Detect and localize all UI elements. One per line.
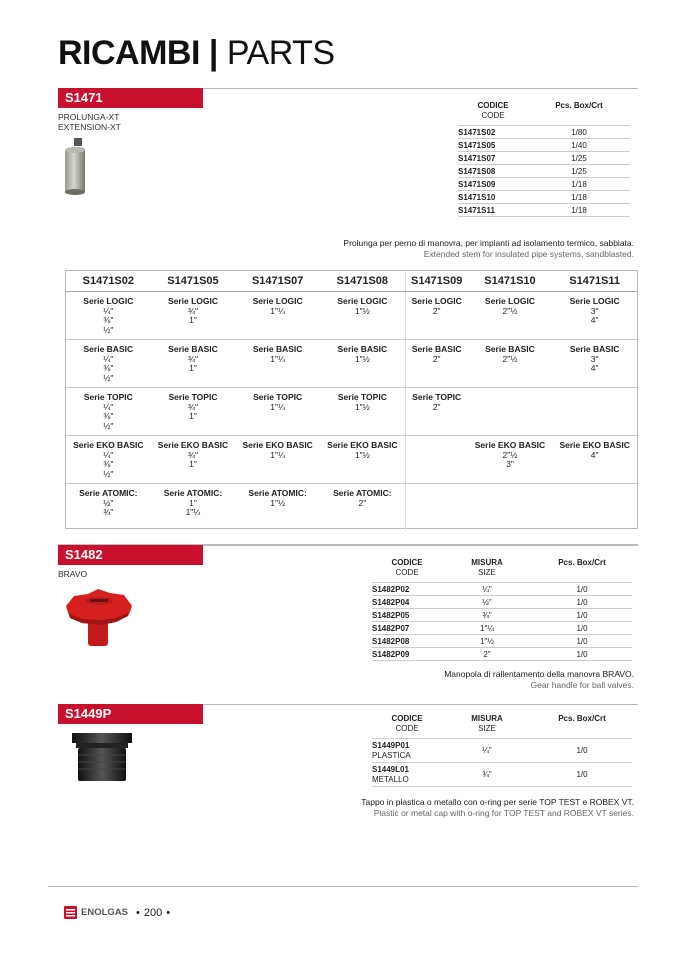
compat-column-header: S1471S02	[66, 271, 151, 291]
pcs-cell: 1/0	[532, 596, 632, 609]
series-name: Serie BASIC	[83, 343, 134, 354]
compat-cell	[552, 483, 637, 531]
code-text: S1449L01	[372, 764, 409, 774]
series-sizes: 2"	[358, 497, 367, 508]
series-sizes: 1"¼	[270, 305, 286, 316]
series-name: Serie BASIC	[252, 343, 303, 354]
size-cell: 2"	[442, 648, 532, 661]
enolgas-logo-icon	[64, 906, 77, 919]
series-name: Serie BASIC	[411, 343, 462, 354]
series-sizes: 2"	[432, 305, 441, 316]
compat-row	[66, 339, 637, 387]
series-name: Serie TOPIC	[253, 391, 303, 402]
section-band-s1471: S1471	[58, 88, 203, 108]
compat-cell	[235, 387, 320, 435]
footer-bullet: •	[166, 906, 171, 919]
s1449-code-table	[372, 714, 632, 787]
compat-column-header: S1471S11	[552, 271, 637, 291]
pcs-cell: 1/0	[532, 609, 632, 622]
compat-cell	[320, 435, 405, 483]
section-band-s1449p: S1449P	[58, 704, 203, 724]
compat-cell	[320, 387, 405, 435]
pcs-header: Pcs. Box/Crt	[558, 558, 606, 567]
pcs-cell: 1/0	[532, 739, 632, 763]
pcs-cell: 1/0	[532, 635, 632, 648]
compat-cell	[552, 387, 637, 435]
table-row	[372, 583, 632, 596]
table-row	[372, 763, 632, 787]
series-sizes: 2"½ 3"	[502, 449, 518, 469]
compatibility-table	[65, 270, 638, 529]
series-name: Serie EKO BASIC	[242, 439, 313, 450]
series-sizes: 2"	[432, 353, 441, 364]
code-cell: S1482P09	[372, 648, 442, 661]
description-en: Extended stem for insulated pipe systems, sandblasted.	[423, 248, 634, 259]
series-name: Serie TOPIC	[83, 391, 133, 402]
series-sizes: ¼" ⅜" ½"	[103, 305, 114, 335]
table-row	[372, 648, 632, 661]
table-row	[372, 609, 632, 622]
code-cell: S1471S05	[458, 139, 528, 152]
series-name: Serie LOGIC	[167, 295, 219, 306]
material-text: PLASTICA	[372, 750, 411, 760]
series-name: Serie ATOMIC:	[333, 487, 392, 498]
table-row	[372, 739, 632, 763]
pcs-cell: 1/0	[532, 583, 632, 596]
size-cell: ¼"	[442, 739, 532, 763]
footer-brand: ENOLGAS	[81, 907, 128, 918]
series-name: Serie LOGIC	[484, 295, 535, 306]
series-name: Serie TOPIC	[412, 391, 462, 402]
size-cell: ¾"	[442, 763, 532, 787]
compat-cell	[66, 387, 151, 435]
code-header: CODICE CODE	[391, 558, 423, 577]
series-name: Serie ATOMIC:	[79, 487, 138, 498]
table-row	[372, 635, 632, 648]
title-bold: RICAMBI	[58, 34, 200, 72]
code-cell: S1482P07	[372, 622, 442, 635]
compat-row	[66, 387, 637, 435]
table-row	[458, 204, 630, 217]
code-cell: S1482P02	[372, 583, 442, 596]
title-light: PARTS	[226, 34, 335, 72]
compat-cell	[552, 339, 637, 387]
series-name: Serie BASIC	[569, 343, 620, 354]
s1471-subtitle	[58, 112, 121, 132]
code-cell: S1482P04	[372, 596, 442, 609]
compat-row	[66, 291, 637, 339]
compat-row	[66, 483, 637, 531]
footer-rule	[48, 886, 638, 887]
table-row	[458, 139, 630, 152]
code-header: CODICE CODE	[391, 714, 423, 733]
description-it: Tappo in plastica o metallo con o-ring per serie TOP TEST e ROBEX VT.	[361, 797, 634, 807]
code-text: S1449P01	[372, 740, 410, 750]
material-text: METALLO	[372, 774, 409, 784]
extension-stem-image	[58, 136, 98, 198]
series-name: Serie LOGIC	[337, 295, 388, 306]
section-rule	[203, 545, 638, 546]
compat-cell	[468, 291, 553, 339]
code-header: CODICE CODE	[477, 101, 509, 120]
pcs-cell: 1/40	[528, 139, 630, 152]
page-number: 200	[143, 906, 163, 919]
series-name: Serie ATOMIC:	[163, 487, 223, 498]
table-row	[458, 152, 630, 165]
table-row	[458, 126, 630, 139]
compat-cell	[405, 291, 467, 339]
s1449-description	[214, 797, 634, 818]
pcs-cell: 1/18	[528, 204, 630, 217]
series-sizes: 1"½	[354, 401, 370, 412]
table-row	[458, 178, 630, 191]
compat-cell	[235, 339, 320, 387]
pcs-header: Pcs. Box/Crt	[558, 714, 606, 723]
compat-cell	[235, 483, 320, 531]
title-separator: |	[208, 34, 218, 72]
series-sizes: 1"¼	[270, 353, 286, 364]
series-sizes: 1"½	[354, 449, 370, 460]
compat-cell	[66, 291, 151, 339]
series-name: Serie LOGIC	[411, 295, 462, 306]
compat-cell	[235, 435, 320, 483]
compat-cell	[468, 435, 553, 483]
series-name: Serie LOGIC	[252, 295, 303, 306]
subtitle-it: PROLUNGA-XT	[58, 112, 120, 122]
compat-cell	[235, 291, 320, 339]
section-rule	[203, 88, 638, 89]
series-name: Serie EKO BASIC	[327, 439, 398, 450]
compat-cell	[151, 387, 236, 435]
compat-cell	[405, 435, 467, 483]
description-it: Manopola di rallentamento della manovra BRAVO.	[444, 669, 634, 679]
compat-cell	[66, 483, 151, 531]
series-name: Serie EKO BASIC	[157, 439, 229, 450]
code-cell: S1471S08	[458, 165, 528, 178]
code-cell	[372, 739, 442, 763]
pcs-cell: 1/25	[528, 152, 630, 165]
pcs-cell: 1/18	[528, 178, 630, 191]
section-band-s1482: S1482	[58, 545, 203, 565]
series-sizes: ¾" 1"	[187, 353, 199, 373]
series-name: Serie BASIC	[168, 343, 218, 354]
pcs-cell: 1/25	[528, 165, 630, 178]
code-cell: S1471S02	[458, 126, 528, 139]
series-name: Serie EKO BASIC	[474, 439, 546, 450]
compat-cell	[405, 387, 467, 435]
compat-column-header: S1471S05	[151, 271, 236, 291]
series-sizes: 2"½	[502, 353, 518, 364]
series-sizes: ¾" 1"	[187, 449, 199, 469]
code-cell: S1471S07	[458, 152, 528, 165]
gear-handle-image	[60, 586, 136, 648]
s1471-description	[214, 238, 634, 259]
size-cell: ½"	[442, 596, 532, 609]
compat-cell	[151, 435, 236, 483]
series-name: Serie LOGIC	[83, 295, 134, 306]
series-sizes: 1"¼	[270, 401, 286, 412]
pcs-cell: 1/0	[532, 763, 632, 787]
s1471-code-table	[458, 101, 630, 217]
series-name: Serie EKO BASIC	[559, 439, 630, 450]
series-name: Serie ATOMIC:	[248, 487, 307, 498]
table-row	[458, 191, 630, 204]
s1482-subtitle: BRAVO	[58, 569, 88, 579]
compat-cell	[552, 291, 637, 339]
series-sizes: 2"½	[502, 305, 518, 316]
series-sizes: 3" 4"	[590, 353, 599, 373]
code-cell: S1482P08	[372, 635, 442, 648]
compat-column-header: S1471S08	[320, 271, 405, 291]
size-cell: ¼"	[442, 583, 532, 596]
compat-cell	[552, 435, 637, 483]
series-sizes: 4"	[590, 449, 599, 460]
description-en: Plastic or metal cap with o-ring for TOP TEST and ROBEX VT series.	[373, 807, 634, 818]
series-sizes: 3" 4"	[590, 305, 599, 325]
compat-cell	[468, 483, 553, 531]
code-cell: S1482P05	[372, 609, 442, 622]
code-cell: S1471S11	[458, 204, 528, 217]
series-name: Serie EKO BASIC	[73, 439, 144, 450]
code-cell	[372, 763, 442, 787]
code-cell: S1471S10	[458, 191, 528, 204]
s1482-code-table	[372, 558, 632, 661]
compat-row	[66, 435, 637, 483]
compat-cell	[151, 339, 236, 387]
compat-column-header: S1471S09	[405, 271, 467, 291]
series-sizes: ½" ¾"	[103, 497, 114, 517]
compat-cell	[468, 339, 553, 387]
series-sizes: ¾" 1"	[187, 401, 199, 421]
s1482-description	[234, 669, 634, 690]
series-sizes: 1"½	[354, 353, 370, 364]
compat-cell	[151, 483, 236, 531]
compat-column-header: S1471S07	[235, 271, 320, 291]
series-sizes: ¼" ⅜" ½"	[103, 353, 114, 383]
pcs-cell: 1/0	[532, 648, 632, 661]
table-row	[458, 165, 630, 178]
size-cell: 1"½	[442, 635, 532, 648]
compat-cell	[320, 339, 405, 387]
series-sizes: 1"½	[270, 497, 286, 508]
series-name: Serie TOPIC	[168, 391, 218, 402]
pcs-cell: 1/0	[532, 622, 632, 635]
compat-column-header: S1471S10	[468, 271, 553, 291]
footer	[64, 906, 170, 919]
size-header: MISURA SIZE	[471, 714, 503, 733]
pcs-header: Pcs. Box/Crt	[555, 101, 603, 110]
series-name: Serie LOGIC	[569, 295, 620, 306]
size-header: MISURA SIZE	[471, 558, 503, 577]
series-name: Serie TOPIC	[337, 391, 387, 402]
compat-cell	[405, 339, 467, 387]
description-en: Gear handle for ball valves.	[530, 679, 634, 690]
series-sizes: 1" 1"¼	[185, 497, 201, 517]
description-it: Prolunga per perno di manovra, per impianti ad isolamento termico, sabbiata.	[343, 238, 634, 248]
series-sizes: ¼" ⅜" ½"	[103, 401, 114, 431]
compat-cell	[468, 387, 553, 435]
compat-cell	[320, 483, 405, 531]
table-row	[372, 622, 632, 635]
section-rule	[203, 704, 638, 705]
compat-cell	[151, 291, 236, 339]
series-sizes: ¼" ⅜" ½"	[103, 449, 114, 479]
table-row	[372, 596, 632, 609]
cap-image	[70, 731, 134, 783]
page-title	[58, 34, 335, 73]
footer-bullet: •	[135, 906, 140, 919]
size-cell: 1"¼	[442, 622, 532, 635]
size-cell: ¾"	[442, 609, 532, 622]
series-sizes: 1"¼	[270, 449, 286, 460]
series-sizes: 1"½	[354, 305, 370, 316]
compat-cell	[405, 483, 467, 531]
compat-cell	[66, 339, 151, 387]
series-name: Serie BASIC	[337, 343, 388, 354]
code-cell: S1471S09	[458, 178, 528, 191]
compat-cell	[66, 435, 151, 483]
series-name: Serie BASIC	[485, 343, 535, 354]
series-sizes: 2"	[432, 401, 441, 412]
pcs-cell: 1/18	[528, 191, 630, 204]
compat-cell	[320, 291, 405, 339]
series-sizes: ¾" 1"	[187, 305, 199, 325]
pcs-cell: 1/80	[528, 126, 630, 139]
subtitle-en: EXTENSION-XT	[58, 122, 121, 132]
